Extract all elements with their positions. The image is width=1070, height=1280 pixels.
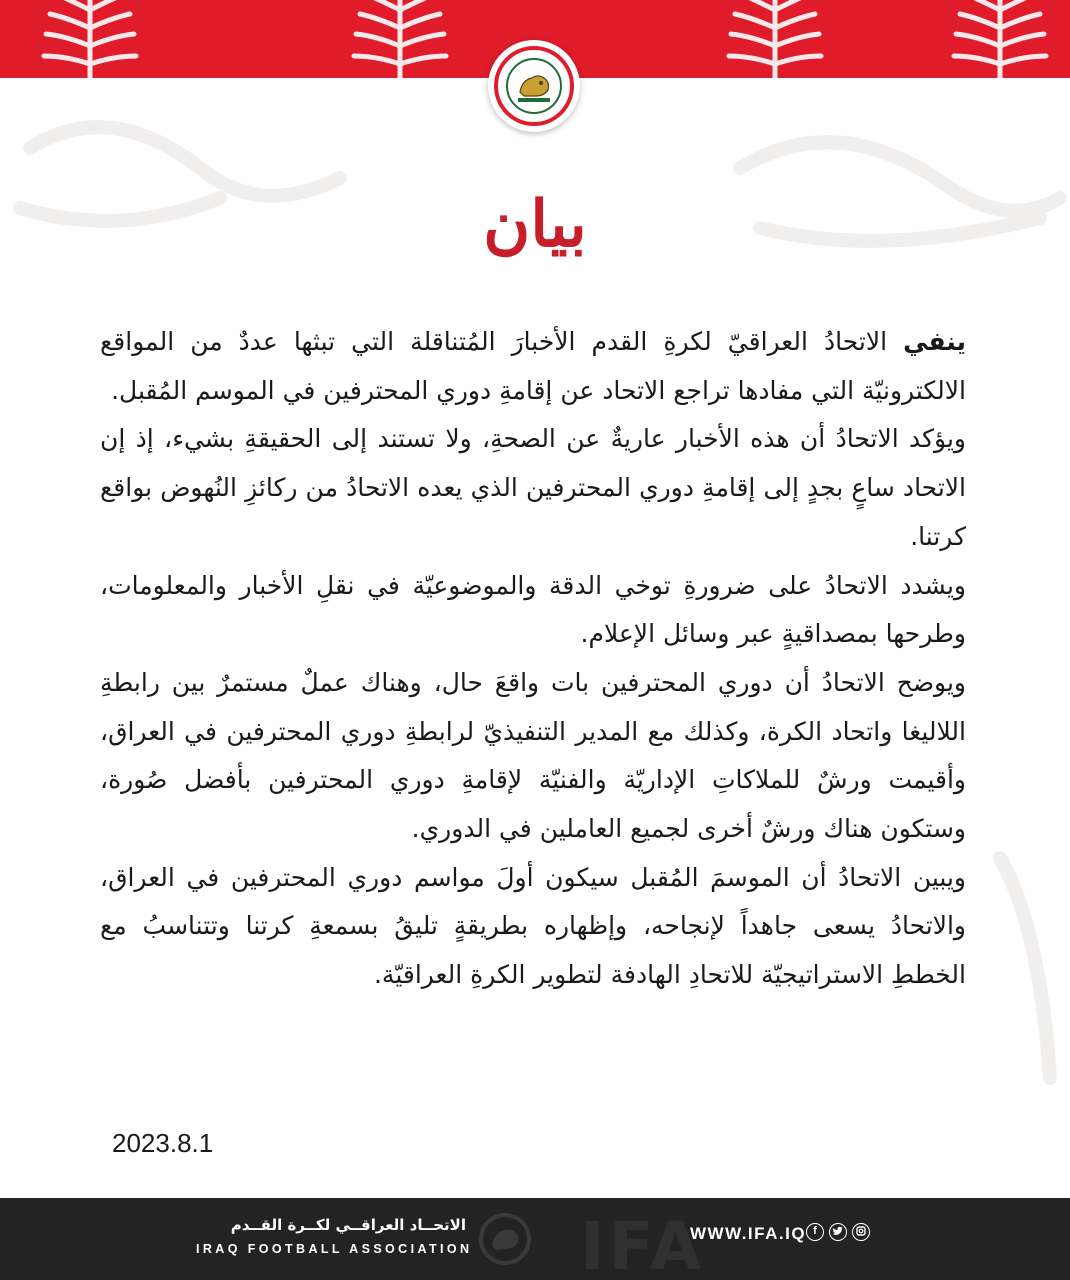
twitter-icon[interactable]: [829, 1223, 847, 1241]
paragraph-3-text: ويشدد الاتحادُ على ضرورةِ توخي الدقة والموضوعيّة في نقلِ الأخبار والمعلومات، وطرحها بمصداقيةٍ عبر وسائل الإعلام.: [100, 570, 966, 649]
wheat-center-right-icon: [705, 0, 845, 78]
statement-body: [100, 318, 966, 1000]
footer-lion-icon: [478, 1212, 532, 1266]
paragraph-2-text: ويؤكد الاتحادُ أن هذه الأخبار عاريةٌ عن الصحةِ، ولا تستند إلى الحقيقةِ بشيء، إذ إن الاتحاد ساعٍ بجدٍ إلى إقامةِ دوري المحترفين الذي يعده الاتحادُ من ركائزِ النُهوض بواقع كرتنا.: [100, 424, 966, 551]
statement-date: 2023.8.1: [112, 1128, 214, 1158]
footer-bar: [0, 1198, 1070, 1280]
paragraph-1: [100, 318, 966, 415]
paragraph-4-text: ويوضح الاتحادُ أن دوري المحترفين بات واقعَ حال، وهناك عملٌ مستمرٌ بين رابطةِ اللاليغا واتحاد الكرة، وكذلك مع المدير التنفيذيّ لرابطةِ دوري المحترفين في العراق، وأقيمت ورشٌ للملاكاتِ الإداريّة والفنيّة لإقامةِ دوري المحترفين بأفضل صُورة، وستكون هناك ورشٌ أخرى لجميع العاملين في الدوري.: [100, 667, 966, 844]
website-link[interactable]: WWW.IFA.IQ: [690, 1224, 807, 1243]
paragraph-1-lead: ينفي: [903, 327, 966, 356]
paragraph-3: [100, 562, 966, 659]
paragraph-5: [100, 854, 966, 1000]
facebook-icon[interactable]: f: [806, 1223, 824, 1241]
wheat-center-left-icon: [330, 0, 470, 78]
paragraph-4: [100, 659, 966, 854]
paragraph-2: [100, 415, 966, 561]
paragraph-1-text: الاتحادُ العراقيّ لكرةِ القدم الأخبارَ المُتناقلة التي تبثها عددٌ من المواقع الالكترونيّة التي مفادها تراجع الاتحاد عن إقامةِ دوري المحترفين في الموسم المُقبل.: [100, 327, 966, 405]
footer-watermark: IFA: [580, 1208, 706, 1280]
page-title: بيان: [483, 187, 587, 262]
logo-emblem-icon: [506, 58, 562, 114]
association-name-ar: الاتحــاد العراقــي لكــرة القــدم: [230, 1216, 466, 1234]
ifa-logo: [488, 40, 580, 132]
wheat-left-icon: [20, 0, 160, 78]
instagram-icon[interactable]: [852, 1223, 870, 1241]
lion-emblem-icon: [508, 60, 560, 112]
association-name-en: IRAQ FOOTBALL ASSOCIATION: [196, 1242, 473, 1256]
paragraph-5-text: ويبين الاتحادُ أن الموسمَ المُقبل سيكون أولَ مواسم دوري المحترفين في العراق، والاتحادُ يسعى جاهداً لإنجاحه، وإظهاره بطريقةٍ تليقُ بسمعةِ كرتنا وتتناسبُ مع الخططِ الاستراتيجيّة للاتحادِ الهادفة لتطوير الكرةِ العراقيّة.: [100, 862, 966, 990]
wheat-right-icon: [930, 0, 1070, 78]
